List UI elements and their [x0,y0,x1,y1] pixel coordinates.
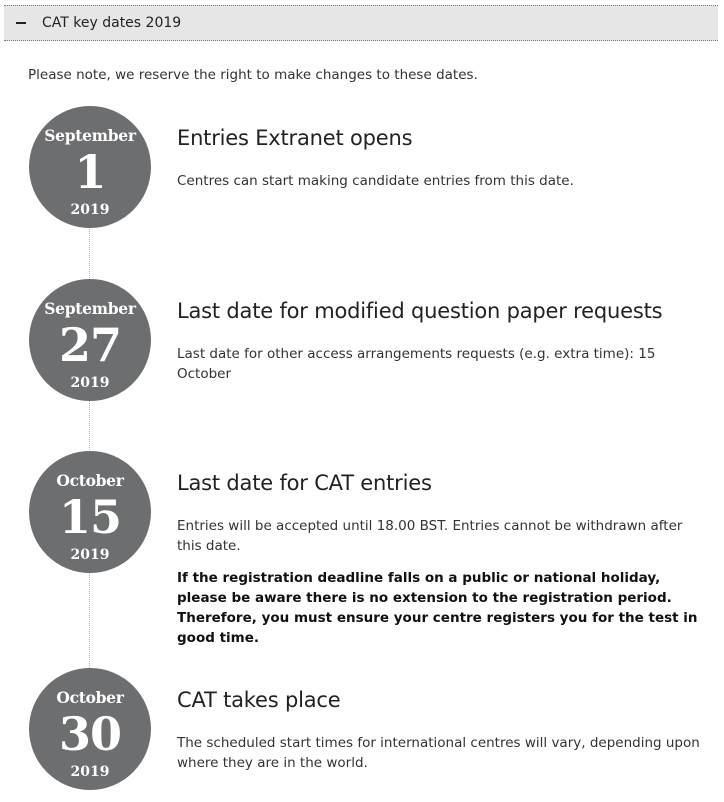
date-year: 2019 [70,375,110,391]
date-circle [29,106,151,228]
date-month: October [56,688,124,707]
date-month: October [56,471,124,490]
dates-disclaimer: Please note, we reserve the right to make changes to these dates. [28,67,478,83]
date-month: September [44,126,136,145]
event-entry [177,126,707,191]
accordion-header[interactable] [4,5,718,41]
date-year: 2019 [70,764,110,780]
event-title: Last date for CAT entries [177,471,432,495]
date-day: 1 [74,145,106,199]
deadline-warning: If the registration deadline falls on a public or national holiday, please be aware there is no extension to the registration period. Therefore, you must ensure your centre registers you for the test in good time. [177,570,698,646]
date-year: 2019 [70,202,110,218]
event-description: The scheduled start times for international centres will vary, depending upon where they are in the world. [177,735,700,771]
date-circle [29,451,151,573]
date-day: 30 [58,707,121,761]
event-description: Centres can start making candidate entries from this date. [177,173,574,189]
event-title: CAT takes place [177,688,341,712]
date-circle [29,279,151,401]
event-entry [177,471,707,648]
event-title: Entries Extranet opens [177,126,413,150]
date-circle [29,668,151,790]
event-description: Entries will be accepted until 18.00 BST. Entries cannot be withdrawn after this date. [177,518,683,554]
date-day: 15 [58,490,121,544]
accordion-title: CAT key dates 2019 [42,15,182,31]
date-month: September [44,299,136,318]
event-title: Last date for modified question paper requests [177,299,663,323]
event-description: Last date for other access arrangements requests (e.g. extra time): 15 October [177,346,656,382]
event-entry [177,688,707,773]
date-year: 2019 [70,547,110,563]
event-entry [177,299,707,384]
minus-icon[interactable] [16,22,26,24]
date-day: 27 [58,318,121,372]
